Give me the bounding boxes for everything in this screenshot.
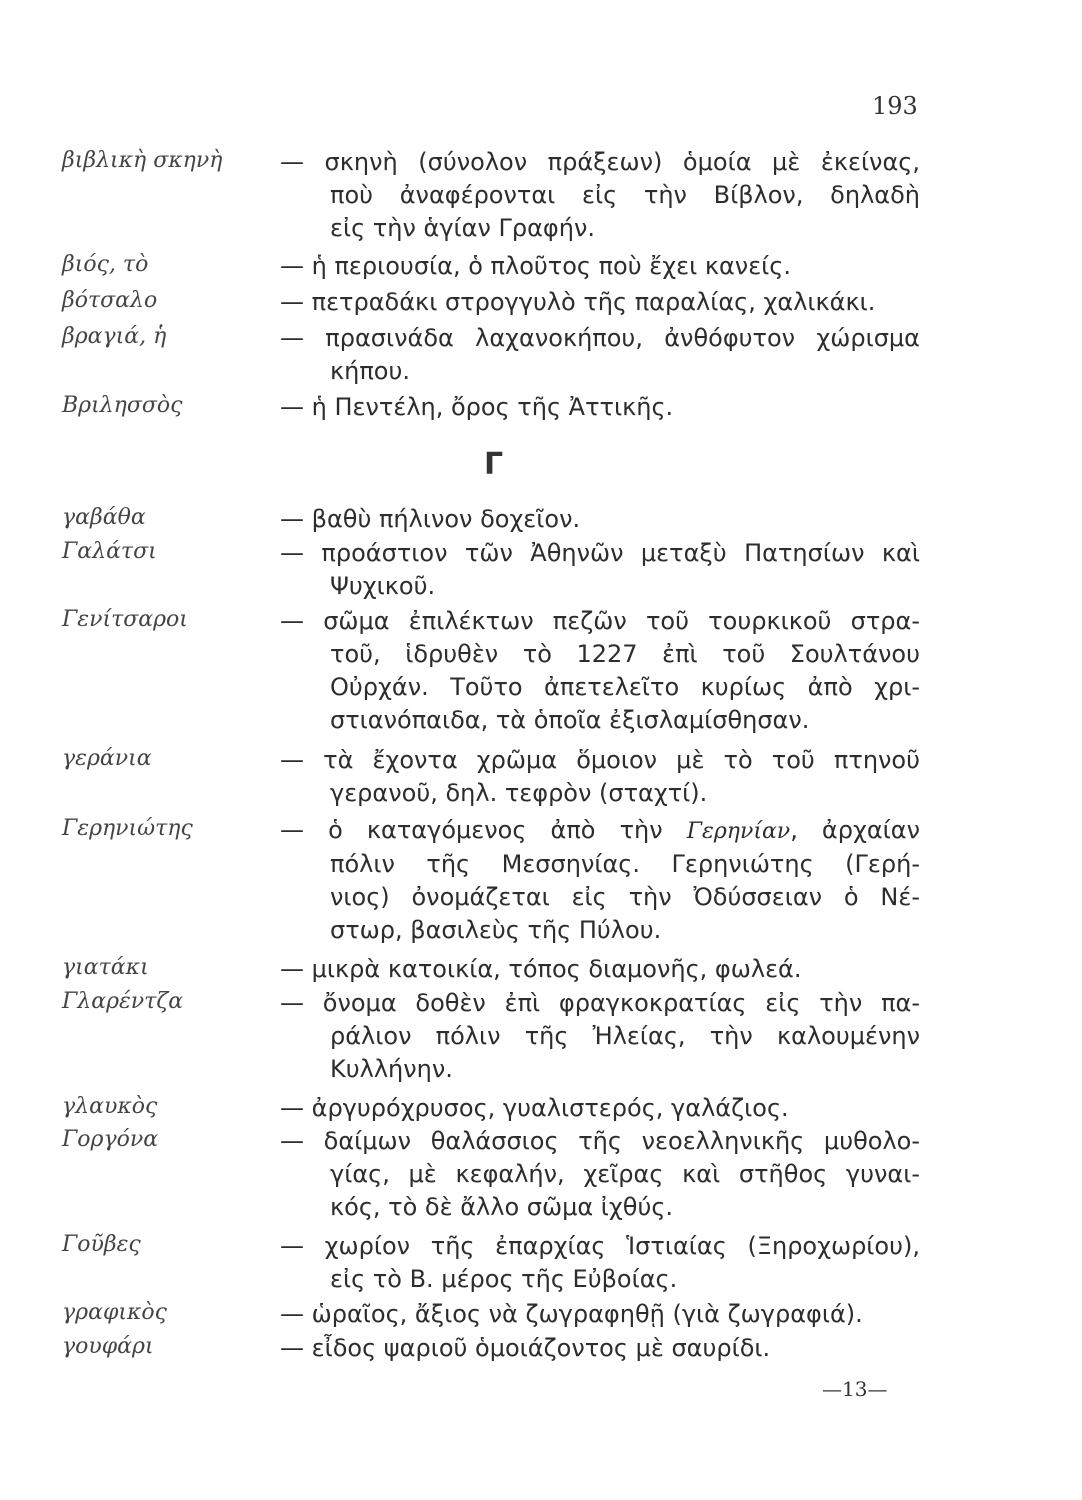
entry-term: βραγιά, ἡ: [62, 324, 167, 349]
entry-definition: [280, 250, 920, 283]
entry-definition: [280, 1230, 920, 1296]
entry-term: Γλαρέντζα: [62, 989, 184, 1014]
entry-definition: [280, 1125, 920, 1224]
entry-term: Βριλησσὸς: [62, 393, 183, 418]
definition-line: — σῶμα ἐπιλέκτων πεζῶν τοῦ τουρκικοῦ στρα-: [280, 607, 920, 635]
definition-line: — ἀργυρόχρυσος, γυαλιστερός, γαλάζιος.: [280, 1094, 789, 1122]
section-letter: Γ: [484, 447, 504, 482]
definition-line: κήπου.: [330, 357, 411, 385]
entry-term: γραφικὸς: [62, 1300, 167, 1325]
definition-line: εἰς τὴν ἁγίαν Γραφήν.: [330, 214, 596, 242]
definition-line: — βαθὺ πήλινον δοχεῖον.: [280, 505, 581, 533]
definition-line: πόλιν τῆς Μεσσηνίας. Γερηνιώτης (Γερή-: [330, 850, 920, 878]
entry-term: βότσαλο: [62, 288, 158, 313]
entry-term: Γοργόνα: [62, 1127, 159, 1152]
definition-line: γερανοῦ, δηλ. τεφρὸν (σταχτί).: [330, 779, 708, 807]
definition-line: — πρασινάδα λαχανοκήπου, ἀνθόφυτον χώρισμα: [280, 324, 920, 352]
definition-line: γίας, μὲ κεφαλήν, χεῖρας καὶ στῆθος γυναι-: [330, 1160, 920, 1188]
definition-text: — ὁ καταγόμενος ἀπὸ τὴν: [280, 816, 687, 844]
definition-line: — σκηνὴ (σύνολον πράξεων) ὁμοία μὲ ἐκείνας,: [280, 148, 920, 176]
definition-line: νιος) ὀνομάζεται εἰς τὴν Ὀδύσσειαν ὁ Νέ-: [330, 883, 920, 911]
entry-term: Γερηνιώτης: [62, 816, 193, 841]
entry-term: βιός, τὸ: [62, 252, 149, 277]
entry-definition: [280, 503, 920, 536]
definition-line: Κυλλήνην.: [330, 1055, 453, 1083]
folio-marker: —13—: [822, 1377, 888, 1401]
italic-term: Γερηνίαν: [686, 819, 791, 844]
entry-definition: [280, 1298, 920, 1331]
entry-definition: [280, 744, 920, 810]
entry-term: γεράνια: [62, 746, 152, 771]
entry-term: γλαυκὸς: [62, 1094, 158, 1119]
entry-definition: [280, 537, 920, 603]
entry-definition: [280, 953, 920, 986]
definition-line: [280, 814, 920, 848]
definition-line: — τὰ ἔχοντα χρῶμα ὅμοιον μὲ τὸ τοῦ πτηνοῦ: [280, 746, 920, 774]
definition-line: ράλιον πόλιν τῆς Ἠλείας, τὴν καλουμένην: [330, 1022, 920, 1050]
definition-line: — πετραδάκι στρογγυλὸ τῆς παραλίας, χαλικάκι.: [280, 288, 876, 316]
entry-term: γαβάθα: [62, 505, 146, 530]
entry-definition: [280, 391, 920, 424]
entry-term: Γενίτσαροι: [62, 607, 188, 632]
entry-definition: [280, 814, 920, 947]
definition-line: ποὺ ἀναφέρονται εἰς τὴν Βίβλον, δηλαδὴ: [330, 181, 920, 209]
definition-line: — δαίμων θαλάσσιος τῆς νεοελληνικῆς μυθολο-: [280, 1127, 920, 1155]
definition-line: — ὄνομα δοθὲν ἐπὶ φραγκοκρατίας εἰς τὴν πα-: [280, 989, 920, 1017]
entry-definition: [280, 322, 920, 388]
entry-definition: [280, 1092, 920, 1125]
definition-line: — ἡ περιουσία, ὁ πλοῦτος ποὺ ἔχει κανείς.: [280, 252, 791, 280]
definition-line: Ψυχικοῦ.: [330, 572, 436, 600]
entry-term: Γαλάτσι: [62, 539, 157, 564]
definition-line: — χωρίον τῆς ἐπαρχίας Ἱστιαίας (Ξηροχωρίου),: [280, 1232, 920, 1260]
page-number: 193: [872, 92, 918, 120]
definition-line: στιανόπαιδα, τὰ ὁποῖα ἐξισλαμίσθησαν.: [330, 706, 810, 734]
entry-definition: [280, 605, 920, 737]
entry-definition: [280, 146, 920, 245]
definition-line: — μικρὰ κατοικία, τόπος διαμονῆς, φωλεά.: [280, 955, 802, 983]
definition-line: τοῦ, ἱδρυθὲν τὸ 1227 ἐπὶ τοῦ Σουλτάνου: [330, 640, 920, 668]
entry-definition: [280, 1332, 920, 1365]
definition-line: — εἶδος ψαριοῦ ὁμοιάζοντος μὲ σαυρίδι.: [280, 1334, 771, 1362]
entry-term: βιβλικὴ σκηνὴ: [62, 148, 223, 173]
definition-line: — προάστιον τῶν Ἀθηνῶν μεταξὺ Πατησίων καὶ: [280, 539, 920, 567]
definition-line: Οὐρχάν. Τοῦτο ἀπετελεῖτο κυρίως ἀπὸ χρι-: [330, 673, 920, 701]
definition-line: — ἡ Πεντέλη, ὄρος τῆς Ἀττικῆς.: [280, 393, 674, 421]
entry-term: γουφάρι: [62, 1334, 154, 1359]
definition-line: κός, τὸ δὲ ἄλλο σῶμα ἰχθύς.: [330, 1193, 674, 1221]
definition-text: , ἀρχαίαν: [790, 816, 921, 844]
definition-line: εἰς τὸ Β. μέρος τῆς Εὐβοίας.: [330, 1265, 678, 1293]
entry-definition: [280, 286, 920, 319]
entry-definition: [280, 987, 920, 1086]
definition-line: — ὡραῖος, ἄξιος νὰ ζωγραφηθῇ (γιὰ ζωγραφιά).: [280, 1300, 863, 1328]
entry-term: Γοῦβες: [62, 1232, 141, 1257]
definition-line: στωρ, βασιλεὺς τῆς Πύλου.: [330, 916, 662, 944]
entry-term: γιατάκι: [62, 955, 149, 980]
